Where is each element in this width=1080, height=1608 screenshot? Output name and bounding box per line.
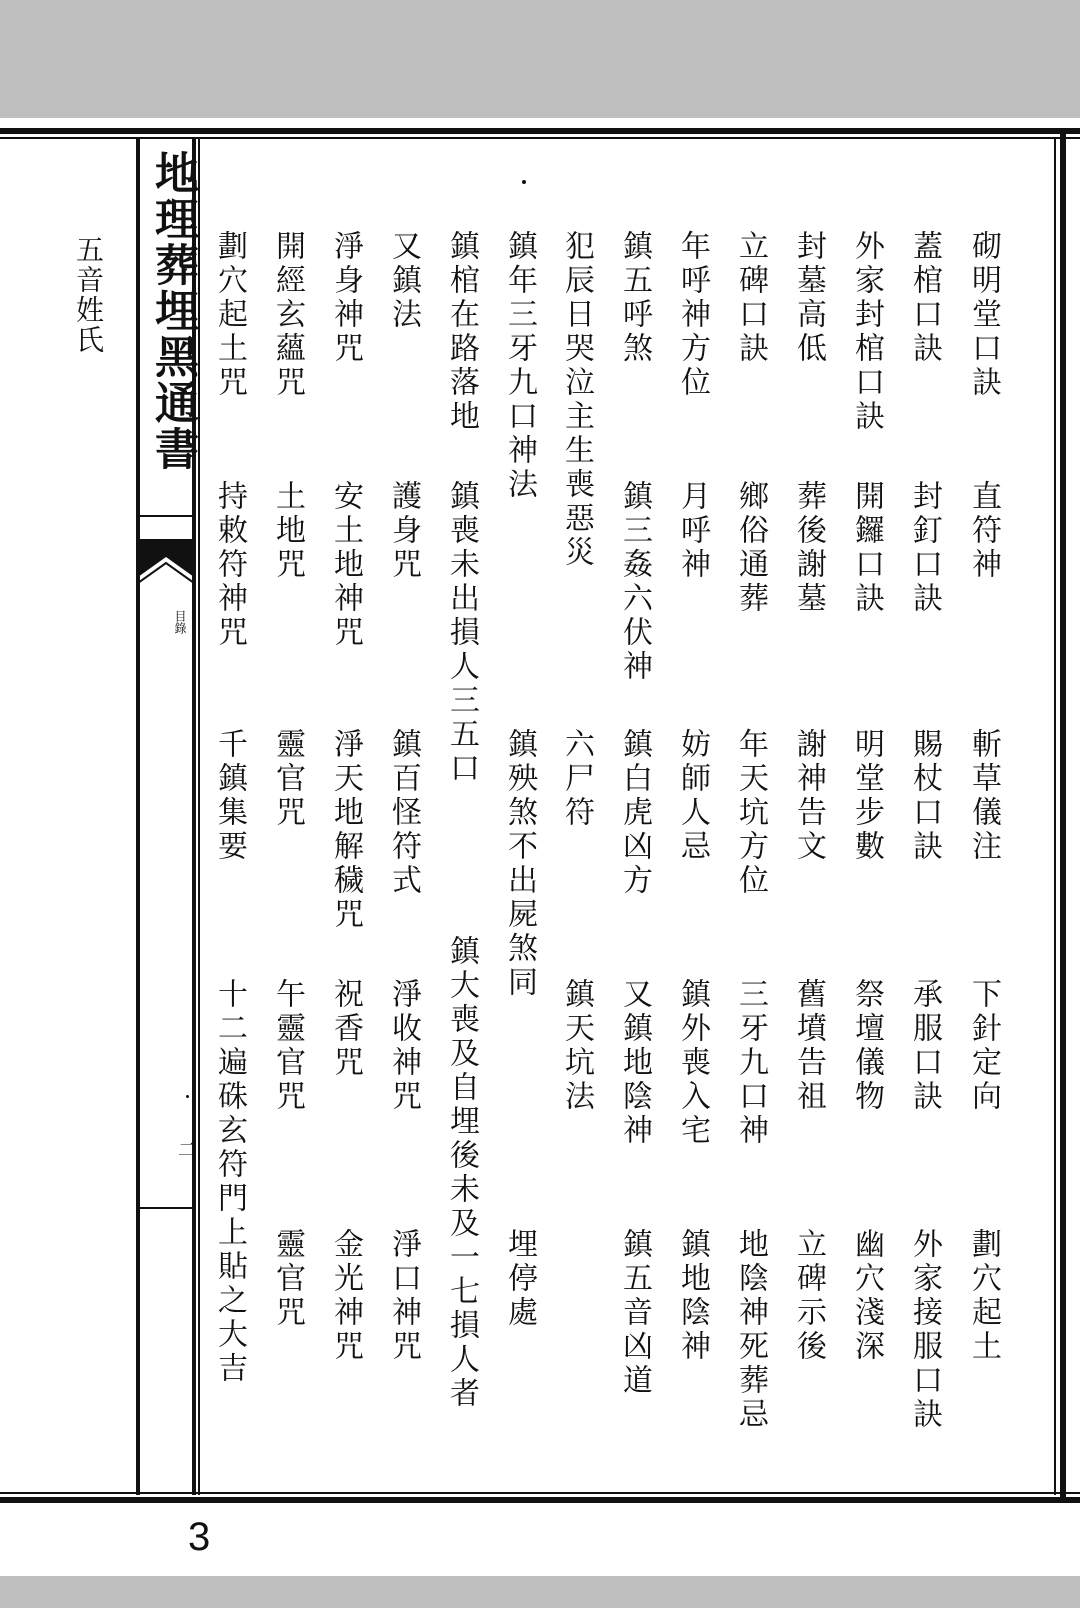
bottom-border: [0, 1497, 1080, 1503]
toc-entry: 靈官咒: [270, 1228, 305, 1330]
toc-entry: 鎮年三牙九口神法: [502, 230, 537, 502]
toc-entry: 蓋棺口訣: [907, 230, 942, 366]
toc-entry: 淨身神咒: [328, 230, 363, 366]
toc-entry: 持敕符神咒: [212, 480, 247, 650]
toc-entry: 劃穴起土: [966, 1228, 1001, 1364]
section-label: 目錄: [173, 610, 187, 634]
leaf-number: 二: [175, 1140, 196, 1158]
toc-entry: 封墓高低: [791, 230, 826, 366]
toc-entry: 鎮天坑法: [559, 978, 594, 1114]
toc-entry: 午靈官咒: [270, 978, 305, 1114]
toc-entry: 安土地神咒: [328, 480, 363, 650]
toc-entry: 斬草儀注: [966, 728, 1001, 864]
toc-entry: 淨收神咒: [386, 978, 421, 1114]
toc-entry: 葬後謝墓: [791, 480, 826, 616]
toc-entry: 鎮百怪符式: [386, 728, 421, 898]
fishtail-mark: [138, 539, 194, 583]
toc-entry: 祭壇儀物: [849, 978, 884, 1114]
top-border: [0, 128, 1080, 134]
toc-entry: 淨口神咒: [386, 1228, 421, 1364]
toc-entry: 直符神: [966, 480, 1001, 582]
toc-entry: 金光神咒: [328, 1228, 363, 1364]
toc-entry: 封釘口訣: [907, 480, 942, 616]
toc-entry: 淨天地解穢咒: [328, 728, 363, 932]
toc-entry: 靈官咒: [270, 728, 305, 830]
toc-entry: 外家接服口訣: [907, 1228, 942, 1432]
toc-entry: 又鎮法: [386, 230, 421, 332]
toc-entry: 砌明堂口訣: [966, 230, 1001, 400]
toc-entry: 鎮五呼煞: [617, 230, 652, 366]
toc-entry: 鎮喪未出損人三五口: [444, 480, 479, 786]
right-border: [1060, 128, 1066, 1503]
toc-entry: 鎮棺在路落地: [444, 230, 479, 434]
toc-entry: 護身咒: [386, 480, 421, 582]
toc-entry: 鎮地陰神: [675, 1228, 710, 1364]
toc-entry: 犯辰日哭泣主生喪惡災: [559, 230, 594, 570]
margin-label: 五音姓氏: [72, 235, 105, 355]
toc-entry: 舊墳告祖: [791, 978, 826, 1114]
toc-entry: 地陰神死葬忌: [733, 1228, 768, 1432]
toc-entry: 劃穴起土咒: [212, 230, 247, 400]
ink-dot: [522, 180, 526, 184]
toc-entry: 鎮外喪入宅: [675, 978, 710, 1148]
toc-entry: 十二遍硃玄符門上貼之大吉: [212, 978, 247, 1386]
toc-entry: 幽穴淺深: [849, 1228, 884, 1364]
toc-entry: 又鎮地陰神: [617, 978, 652, 1148]
toc-entry: 三牙九口神: [733, 978, 768, 1148]
toc-entry: 年天坑方位: [733, 728, 768, 898]
ink-dot: [186, 1095, 189, 1098]
toc-entry: 千鎮集要: [212, 728, 247, 864]
toc-entry: 立碑口訣: [733, 230, 768, 366]
toc-entry: 鎮三姦六伏神: [617, 480, 652, 684]
toc-entry: 妨師人忌: [675, 728, 710, 864]
toc-entry: 鎮白虎凶方: [617, 728, 652, 898]
toc-entry: 埋停處: [502, 1228, 537, 1330]
toc-entry: 年呼神方位: [675, 230, 710, 400]
toc-entry: 鎮殃煞不出屍煞同: [502, 728, 537, 1000]
toc-entry: 立碑示後: [791, 1228, 826, 1364]
toc-entry: 下針定向: [966, 978, 1001, 1114]
toc-entry: 謝神告文: [791, 728, 826, 864]
toc-entry: 賜杖口訣: [907, 728, 942, 864]
toc-entry: 鎮大喪及自埋後未及一七損人者: [444, 935, 479, 1411]
book-title: 地理葬埋黑通書: [147, 150, 198, 472]
toc-entry: 開經玄蘊咒: [270, 230, 305, 400]
toc-entry: 祝香咒: [328, 978, 363, 1080]
page-number: 3: [188, 1515, 211, 1559]
right-border-inner: [1054, 137, 1056, 1495]
toc-entry: 鄉俗通葬: [733, 480, 768, 616]
toc-entry: 明堂步數: [849, 728, 884, 864]
toc-entry: 土地咒: [270, 480, 305, 582]
toc-entry: 承服口訣: [907, 978, 942, 1114]
toc-entry: 開鑼口訣: [849, 480, 884, 616]
toc-entry: 鎮五音凶道: [617, 1228, 652, 1398]
toc-entry: 外家封棺口訣: [849, 230, 884, 434]
toc-entry: 月呼神: [675, 480, 710, 582]
toc-entry: 六尸符: [559, 728, 594, 830]
